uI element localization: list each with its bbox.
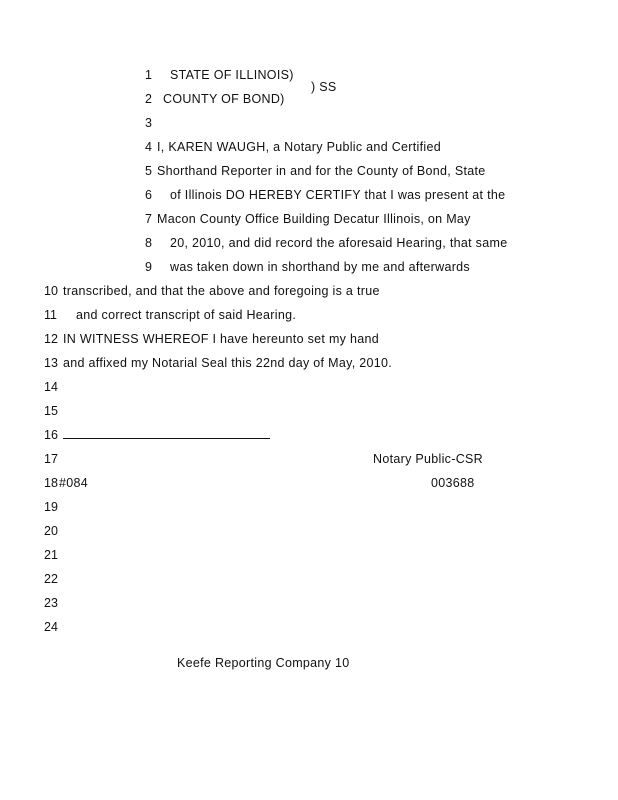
page-footer: Keefe Reporting Company 10 bbox=[177, 656, 350, 670]
line-text-10: transcribed, and that the above and foregoing is a true bbox=[63, 284, 380, 298]
line-number-4: 4 bbox=[145, 140, 152, 154]
line-number-13: 13 bbox=[44, 356, 58, 370]
line-number-22: 22 bbox=[44, 572, 58, 586]
line-number-11: 11 bbox=[44, 308, 57, 322]
line-text-12: IN WITNESS WHEREOF I have hereunto set my hand bbox=[63, 332, 379, 346]
notary-title: Notary Public-CSR bbox=[373, 452, 483, 466]
line-text-13: and affixed my Notarial Seal this 22nd day of May, 2010. bbox=[63, 356, 393, 370]
line-number-5: 5 bbox=[145, 164, 152, 178]
signature-line bbox=[63, 438, 270, 439]
line-number-10: 10 bbox=[44, 284, 58, 298]
line-number-24: 24 bbox=[44, 620, 58, 634]
line-number-8: 8 bbox=[145, 236, 152, 250]
line-number-9: 9 bbox=[145, 260, 152, 274]
line-text-1: STATE OF ILLINOIS) bbox=[170, 68, 294, 82]
line-number-1: 1 bbox=[145, 68, 152, 82]
line-text-9: was taken down in shorthand by me and afterwards bbox=[170, 260, 470, 274]
line-number-14: 14 bbox=[44, 380, 58, 394]
line-text-4: I, KAREN WAUGH, a Notary Public and Certified bbox=[157, 140, 441, 154]
line-text-2: COUNTY OF BOND) bbox=[163, 92, 285, 106]
ss-label: ) SS bbox=[311, 80, 337, 94]
line-number-16: 16 bbox=[44, 428, 58, 442]
line-number-6: 6 bbox=[145, 188, 152, 202]
line-number-12: 12 bbox=[44, 332, 58, 346]
line-number-3: 3 bbox=[145, 116, 152, 130]
line-number-15: 15 bbox=[44, 404, 58, 418]
line-number-17: 17 bbox=[44, 452, 58, 466]
line-text-8: 20, 2010, and did record the aforesaid Hearing, that same bbox=[170, 236, 508, 250]
line-text-6: of Illinois DO HEREBY CERTIFY that I was present at the bbox=[170, 188, 506, 202]
line-number-20: 20 bbox=[44, 524, 58, 538]
line-text-11: and correct transcript of said Hearing. bbox=[76, 308, 297, 322]
line-number-18: 18 bbox=[44, 476, 58, 490]
line-text-5: Shorthand Reporter in and for the County of Bond, State bbox=[157, 164, 486, 178]
line-number-19: 19 bbox=[44, 500, 58, 514]
line-number-2: 2 bbox=[145, 92, 152, 106]
line-number-23: 23 bbox=[44, 596, 58, 610]
line-number-7: 7 bbox=[145, 212, 152, 226]
line-number-21: 21 bbox=[44, 548, 58, 562]
line-text-7: Macon County Office Building Decatur Illinois, on May bbox=[157, 212, 471, 226]
cert-number: 003688 bbox=[431, 476, 475, 490]
cert-prefix: #084 bbox=[59, 476, 89, 490]
